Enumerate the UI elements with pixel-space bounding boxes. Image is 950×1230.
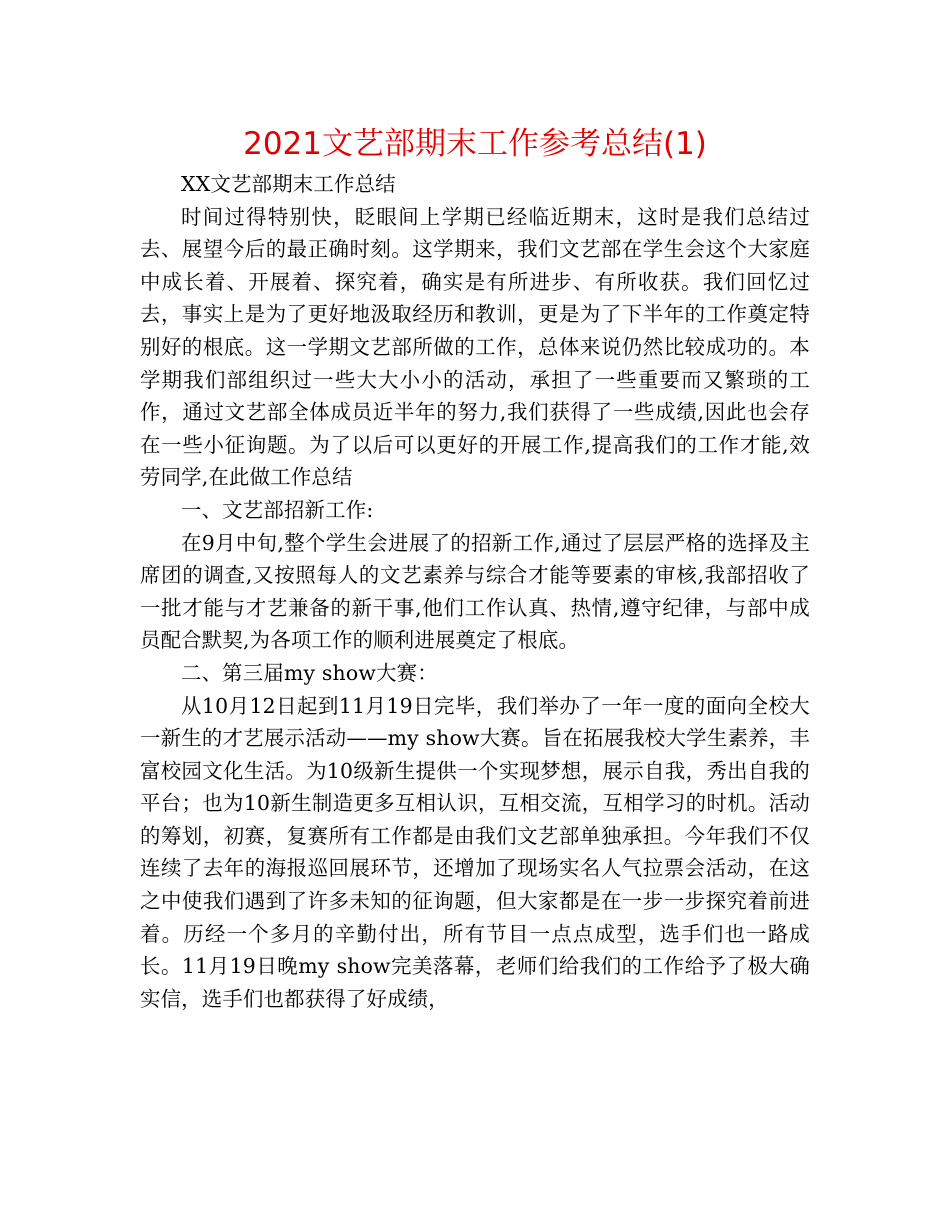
paragraph-intro: 时间过得特别快，眨眼间上学期已经临近期末，这时是我们总结过去、展望今后的最正确时刻。这学期来，我们文艺部在学生会这个大家庭中成长着、开展着、探究着，确实是有所进步、有所收获。我们回忆过去，事实上是为了更好地汲取经历和教训，更是为了下半年的工作奠定特别好的根底。这一学期文艺部所做的工作，总体来说仍然比较成功的。本学期我们部组织过一些大大小小的活动，承担了一些重要而又繁琐的工作，通过文艺部全体成员近半年的努力,我们获得了一些成绩,因此也会存在一些小征询题。为了以后可以更好的开展工作,提高我们的工作才能,效劳同学,在此做工作总结 bbox=[140, 204, 810, 490]
document-body bbox=[140, 168, 810, 1015]
section-heading-myshow: 二、第三届my show大赛： bbox=[181, 660, 438, 685]
section-heading-recruitment: 一、文艺部招新工作: bbox=[181, 497, 374, 522]
paragraph-myshow: 从10月12日起到11月19日完毕，我们举办了一年一度的面向全校大一新生的才艺展示活动——my show大赛。旨在拓展我校大学生素养，丰富校园文化生活。为10级新生提供一个实现梦想，展示自我，秀出自我的平台；也为10新生制造更多互相认识，互相交流，互相学习的时机。活动的筹划，初赛，复赛所有工作都是由我们文艺部单独承担。今年我们不仅连续了去年的海报巡回展环节，还增加了现场实名人气拉票会活动，在这之中使我们遇到了许多未知的征询题，但大家都是在一步一步探究着前进着。历经一个多月的辛勤付出，所有节目一点点成型，选手们也一路成长。11月19日晚my show完美落幕，老师们给我们的工作给予了极大确实信，选手们也都获得了好成绩， bbox=[140, 693, 810, 1011]
paragraph-recruitment: 在9月中旬,整个学生会进展了的招新工作,通过了层层严格的选择及主席团的调查,又按照每人的文艺素养与综合才能等要素的审核,我部招收了一批才能与才艺兼备的新干事,他们工作认真、热情,遵守纪律，与部中成员配合默契,为各项工作的顺利进展奠定了根底。 bbox=[140, 530, 810, 653]
document-title: 2021文艺部期末工作参考总结(1) bbox=[243, 126, 707, 162]
paragraph-subtitle: XX文艺部期末工作总结 bbox=[181, 172, 396, 196]
